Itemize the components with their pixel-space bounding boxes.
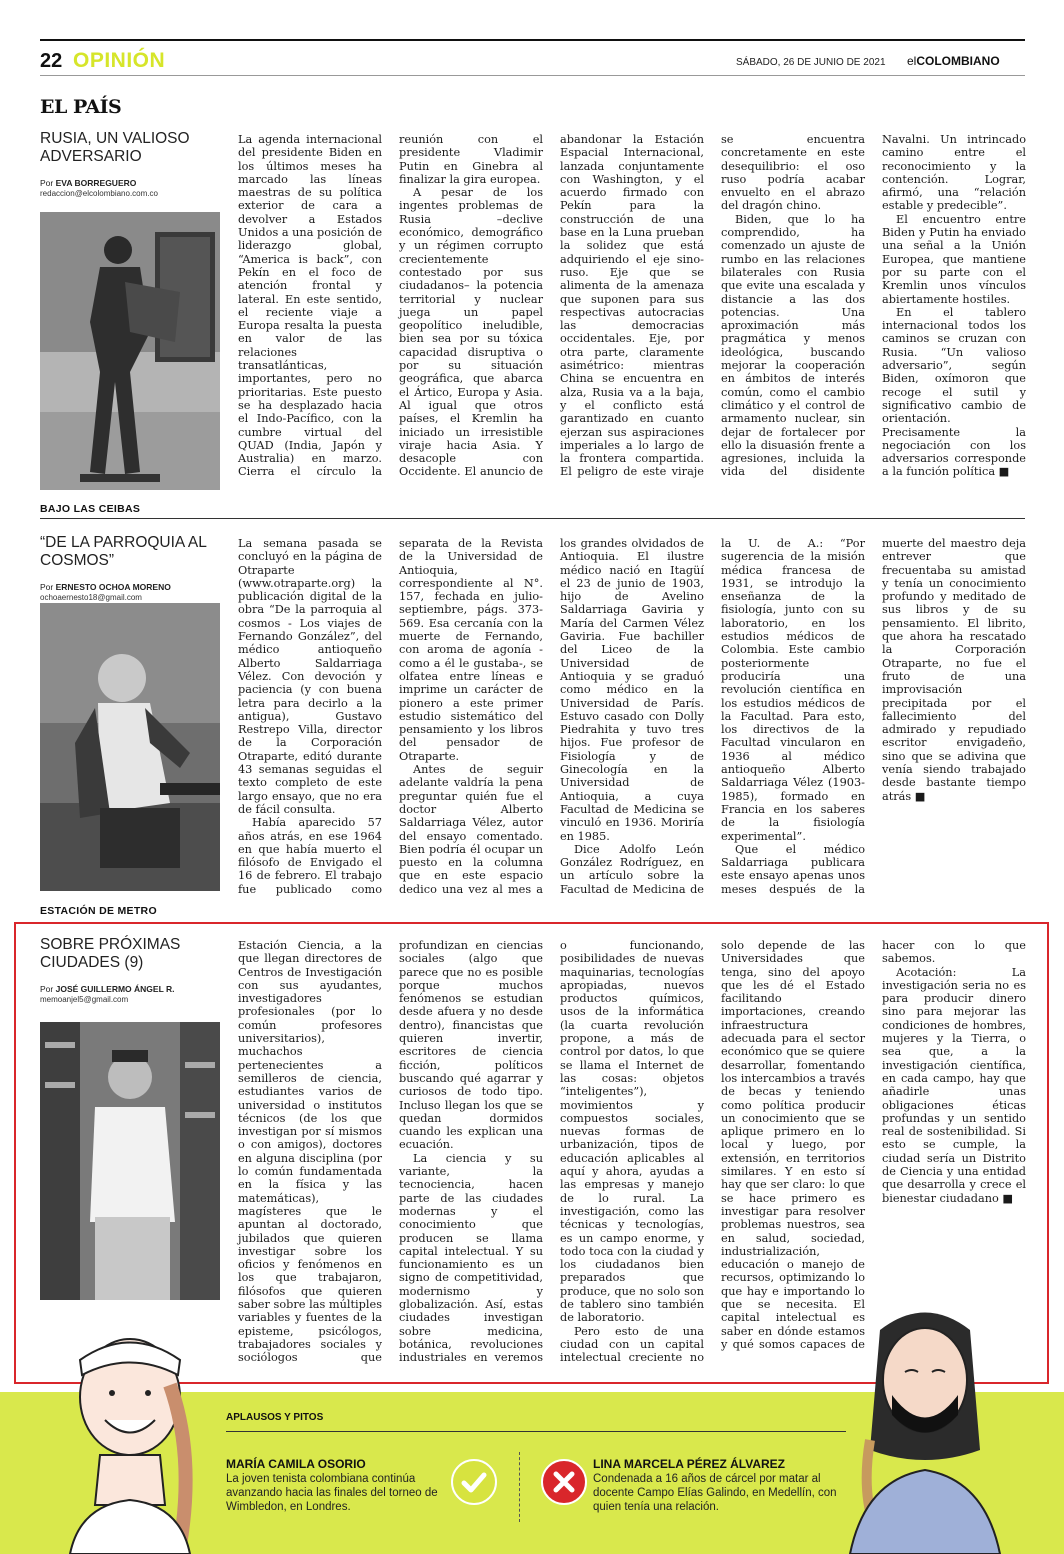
top-rule <box>40 39 1025 41</box>
aplausos-rule <box>226 1431 846 1432</box>
caricature-right-illustration <box>840 1300 1010 1554</box>
article1-paragraph: El encuentro entre Biden y Putin ha enviado una señal a la Unión Europea, que mantiene por su parte con el Kremlin unos vínculos abiertamente hostiles. <box>882 212 1026 306</box>
masthead-el: el <box>907 54 917 68</box>
x-icon <box>541 1459 587 1505</box>
aplausos-title: APLAUSOS Y PITOS <box>226 1412 324 1423</box>
caricature-left-illustration <box>60 1305 200 1554</box>
article3-title: SOBRE PRÓXIMAS CIUDADES (9) <box>40 936 181 971</box>
section-title: OPINIÓN <box>73 49 166 72</box>
article3-photo <box>40 1022 220 1300</box>
article3-author: JOSÉ GUILLERMO ÁNGEL R. <box>55 984 175 994</box>
article1-title: RUSIA, UN VALIOSO ADVERSARIO <box>40 130 190 165</box>
article2-paragraph: Antes de seguir adelante valdría la pena preguntar quién fue el doctor Alberto Saldarriaga Vélez, autor del ensayo comentado. Bien podría él ocupar un puesto en la columna que en este espacio dedico una vez al mes a los grandes olvidados de Antioquia. El ilustre médico nació en Itagüí el 23 de junio de 1903, hijo de Avelino Saldarriaga Gaviria y María del Carmen Vélez Gaviria. Fue bachiller del Liceo de la Universidad de Antioquia y se graduó como médico en la Universidad de París. Estuvo casado con Dolly Piedrahita y tuvo tres hijos. Fue profesor de Fisiología y de Ginecología en la Universidad de Antioquia, a cuya Facultad de Medicina se vinculó en 1936. Moriría en 1985. <box>399 537 704 896</box>
article1-photo <box>40 212 220 490</box>
article1-body <box>238 133 1026 491</box>
by-prefix: Por <box>40 582 54 592</box>
article1-paragraph: A pesar de los ingentes problemas de Rusia –declive económico, demográfico y un régimen corrupto crecientemente contestado por sus ciudadanos– la potencia territorial y nuclear juega un papel geopolítico ineludible, bien sea por su tóxica capacidad disruptiva o por su situación geográfica, que abarca el Ártico, Europa y Asia. Al igual que otros países, el Kremlin ha iniciado un irresistible viraje hacia Asia. Y desacople con Occidente. El anuncio de abandonar la Estación Espacial Internacional, lanzada conjuntamente con Washington, y el acuerdo firmado con Pekín para la construcción de una base en la Luna prueban la solidez que está adquiriendo el eje sino-ruso. Eje que se alimenta de la amenaza que suponen para sus respectivas autocracias las democracias occidentales. Eje, por otra parte, claramente asimétrico: mientras China se encuentra en alza, Rusia va a la baja, y el conflicto está garantizado en cuanto ejerzan sus aspiraciones imperiales a lo largo de la frontera compartida. El peligro de este viraje se encuentra concretamente en este desequilibrio: el oso ruso podría acabar envuelto en el abrazo del dragón chino. <box>399 133 865 479</box>
article2-paragraph: La semana pasada se concluyó en la página de Otraparte (www.otraparte.org) la publicación digital de la obra “De la parroquia al cosmos - Los viajes de Fernando González”, del médico antioqueño Alberto Saldarriaga Vélez. Con devoción y paciencia (y con buena letra para decirlo a la antigua), Gustavo Restrepo Villa, director de la Corporación Otraparte, editó durante 43 semanas seguidas el texto completo de este largo ensayo, que no era de fácil consulta. <box>238 537 382 816</box>
article2-email: ochoaernesto18@gmail.com <box>40 593 142 602</box>
article3-paragraph: Estación Ciencia, a la que llegan directores de Centros de Investigación con sus ayudantes, investigadores profesionales (por lo común profesores universitarios), muchachos pertenecientes a semilleros de ciencia, estudiantes varios de universidad o institutos técnicos (de los que investigan por sí mismos o con amigos), doctores en alguna disciplina (por lo común fundamentada en la física y las matemáticas), magísteres que le apuntan al doctorado, jubilados que quieren investigar sobre los oficios y fenómenos en los que trabajaron, filósofos que quieren saber sobre las múltiples variables y fuentes de la episteme, psicólogos, trabajadores sociales y sociólogos que profundizan en ciencias sociales (algo que parece que no es posible porque muchos fenómenos se estudian desde afuera y no desde dentro), financistas que quieren invertir, escritores de ciencia ficción, políticos buscando qué agarrar y curiosos de todo tipo. Incluso llegan los que se quedan dormidos cuando les explican una ecuación. <box>238 939 543 1365</box>
article2-paragraph: Que el médico Saldarriaga publicara este ensayo apenas unos meses después de la muerte del maestro deja entrever que frecuentaba su amistad y tenía un conocimiento profundo y meditado de sus libros y de su pensamiento. El librito, que ahora ha rescatado la Corporación Otraparte, no fue el fruto de una improvisación precipitada por el fallecimiento del admirado y repudiado escritor envigadeño, sino que se adivina que venía siendo trabajado desde bastante tiempo atrás ■ <box>721 537 1026 896</box>
article2-author: ERNESTO OCHOA MORENO <box>55 582 171 592</box>
masthead-logo <box>907 54 1000 68</box>
article3-paragraph: Acotación: La investigación seria no es para producir dinero sino para mejorar las condiciones de hombres, mujeres y la Tierra, o sea que, a la investigación científica, en cada campo, hay que añadirle unas obligaciones éticas profundas y un sentido real de sostenibilidad. Si esto se cumple, la ciudad sería un Distrito de Ciencia y una entidad que desarrolla y crece el bienestar ciudadano ■ <box>882 965 1026 1205</box>
article1-paragraph: La agenda internacional del presidente Biden en los últimos meses ha marcado las líneas maestras de su política exterior de cara a devolver a Estados Unidos a una posición de liderazgo global, “America is back”, con Pekín en el foco de atención frontal y lateral. En este sentido, el reciente viaje a Europa resalta la puesta en valor de las relaciones transatlánticas, importantes, pero no prioritarias. Este puesto se ha desplazado hacia el Indo-Pacífico, con la cumbre virtual del QUAD (India, Japón y Australia) en marzo. Cierra el círculo la reunión con el presidente Vladimir Putin en Ginebra al finalizar la gira europea. <box>238 133 543 479</box>
article1-aside <box>40 130 220 199</box>
article1-author: EVA BORREGUERO <box>55 178 137 188</box>
library-photo-illustration <box>40 1022 220 1300</box>
article2-paragraph: Dice Adolfo León González Rodríguez, en un artículo sobre la Facultad de Medicina de la U. de A.: “Por sugerencia de la misión médica francesa de 1931, se introdujo la enseñanza de la fisiología, junto con su laboratorio, en los estudios médicos de Colombia. Este cambio posteriormente produciría una revolución científica en los estudios médicos de la Facultad. Para esto, los directivos de la Facultad vincularon en 1936 al médico antioqueño Alberto Saldarriaga Vélez (1903-1985), formado en Francia en los saberes de la fisiología experimental”. <box>560 537 865 896</box>
article3-kicker: ESTACIÓN DE METRO <box>40 905 157 917</box>
article2-paragraph: Había aparecido 57 años atrás, en ese 1964 en que había muerto el filósofo de Envigado el 16 de febrero. El trabajo fue publicado como separata de la Revista de la Universidad de Antioquia, correspondiente al N°. 157, fechada en julio-septiembre, págs. 373-569. Esa cercanía con la muerte de Fernando, con aroma de agonía -como a él le gustaba-, se olfatea entre líneas e imprime un carácter de pionero a este primer estudio sistemático del pensamiento y los libros del pensador de Otraparte. <box>238 537 543 896</box>
article1-paragraph: Biden, que lo ha comprendido, ha comenzado un ajuste de rumbo en las relaciones bilaterales con Rusia que evite una escalada y distancie a las dos potencias. Una aproximación más pragmática y menos ideológica, buscando mejorar la cooperación en ámbitos de interés común, como el cambio climático y el control de armamento nuclear, sin dejar de fortalecer por ello la disuasión frente a agresiones, incluida la vida del disidente Navalni. Un intrincado camino entre el reconocimiento y la contención. Lograr, afirmó, una “relación estable y predecible”. <box>721 133 1026 479</box>
page-number: 22 <box>40 50 63 72</box>
article3-byline <box>40 984 220 995</box>
article2-byline <box>40 582 220 593</box>
aplauso-text: La joven tenista colombiana continúa avanzando hacia las finales del torneo de Wimbledon, en Londres. <box>226 1473 438 1513</box>
checkmark-icon <box>451 1459 497 1505</box>
article1-email: redaccion@elcolombiano.com.co <box>40 189 158 198</box>
aplausos-divider <box>519 1452 520 1522</box>
statue-photo-illustration <box>40 212 220 490</box>
article1-byline <box>40 178 220 189</box>
article1-paragraph: En el tablero internacional todos los caminos se cruzan con Rusia. “Un valioso adversario”, según Biden, oxímoron que recoge el sutil y significativo cambio de orientación. Precisamente la negociación con los adversarios corresponde a la función política ■ <box>882 305 1026 479</box>
columnist-photo-illustration <box>40 603 220 891</box>
article3-paragraph: La ciencia y su variante, la tecnociencia, hacen parte de las ciudades modernas y el conocimiento que producen se llama capital intelectual. Y su funcionamiento es un signo de competitividad, modernismo y globalización. Así, estas ciudades investigan sobre medicina, botánica, revoluciones industriales en veremos o funcionando, posibilidades de nuevas maquinarias, tecnologías apropiadas, nuevos productos químicos, usos de la informática (la cuarta revolución propone, a más de control por datos, lo que se llama el Internet de las cosas: objetos “inteligentes”), movimientos y compuestos sociales, nuevas formas de urbanización, tipos de educación aplicables al aquí y ahora, ayudas a las empresas y manejo de lo rural. La investigación, como las técnicas y tecnologías, es un campo enorme, y todo toca con la ciudad y los ciudadanos bien preparados que produce, que no solo son de tablero sino también de laboratorio. <box>399 939 704 1365</box>
by-prefix: Por <box>40 178 54 188</box>
pito-name: LINA MARCELA PÉREZ ÁLVAREZ <box>593 1457 785 1471</box>
article2-title: “DE LA PARROQUIA AL COSMOS” <box>40 534 207 569</box>
masthead-name: COLOMBIANO <box>916 54 1000 68</box>
article3-aside <box>40 936 220 1005</box>
pito-text: Condenada a 16 años de cárcel por matar al docente Campo Elías Galindo, en Medellín, con quien tenía una relación. <box>593 1473 837 1513</box>
header-rule <box>40 75 1025 76</box>
aplauso-name: MARÍA CAMILA OSORIO <box>226 1457 366 1471</box>
article2-aside <box>40 534 220 603</box>
article2-body <box>238 537 1026 897</box>
article2-kicker: BAJO LAS CEIBAS <box>40 503 141 515</box>
by-prefix: Por <box>40 984 54 994</box>
article3-paragraph: Pero esto de una ciudad con un capital intelectual creciente no solo depende de las Universidades que tenga, sino del apoyo que les dé el Estado facilitando importaciones, creando infraestructura adecuada para el sector económico que se quiere desarrollar, fomentando los intercambios a través de becas y teniendo como política producir un conocimiento que se aplique primero en lo local y luego, por extensión, en territorios similares. Y en esto sí hay que ser claro: lo que se hace primero es investigar para resolver problemas nuestros, sea en salud, sociedad, industrialización, educación o manejo de recursos, optimizando lo que hay e importando lo que se necesita. El capital intelectual es saber en dónde estamos y qué somos capaces de hacer con lo que sabemos. <box>560 939 1026 1365</box>
article2-photo <box>40 603 220 891</box>
source-logo: EL PAÍS <box>40 96 122 118</box>
article2-rule <box>40 518 1025 519</box>
article3-email: memoanjel5@gmail.com <box>40 995 129 1004</box>
dateline: SÁBADO, 26 DE JUNIO DE 2021 <box>736 57 886 68</box>
